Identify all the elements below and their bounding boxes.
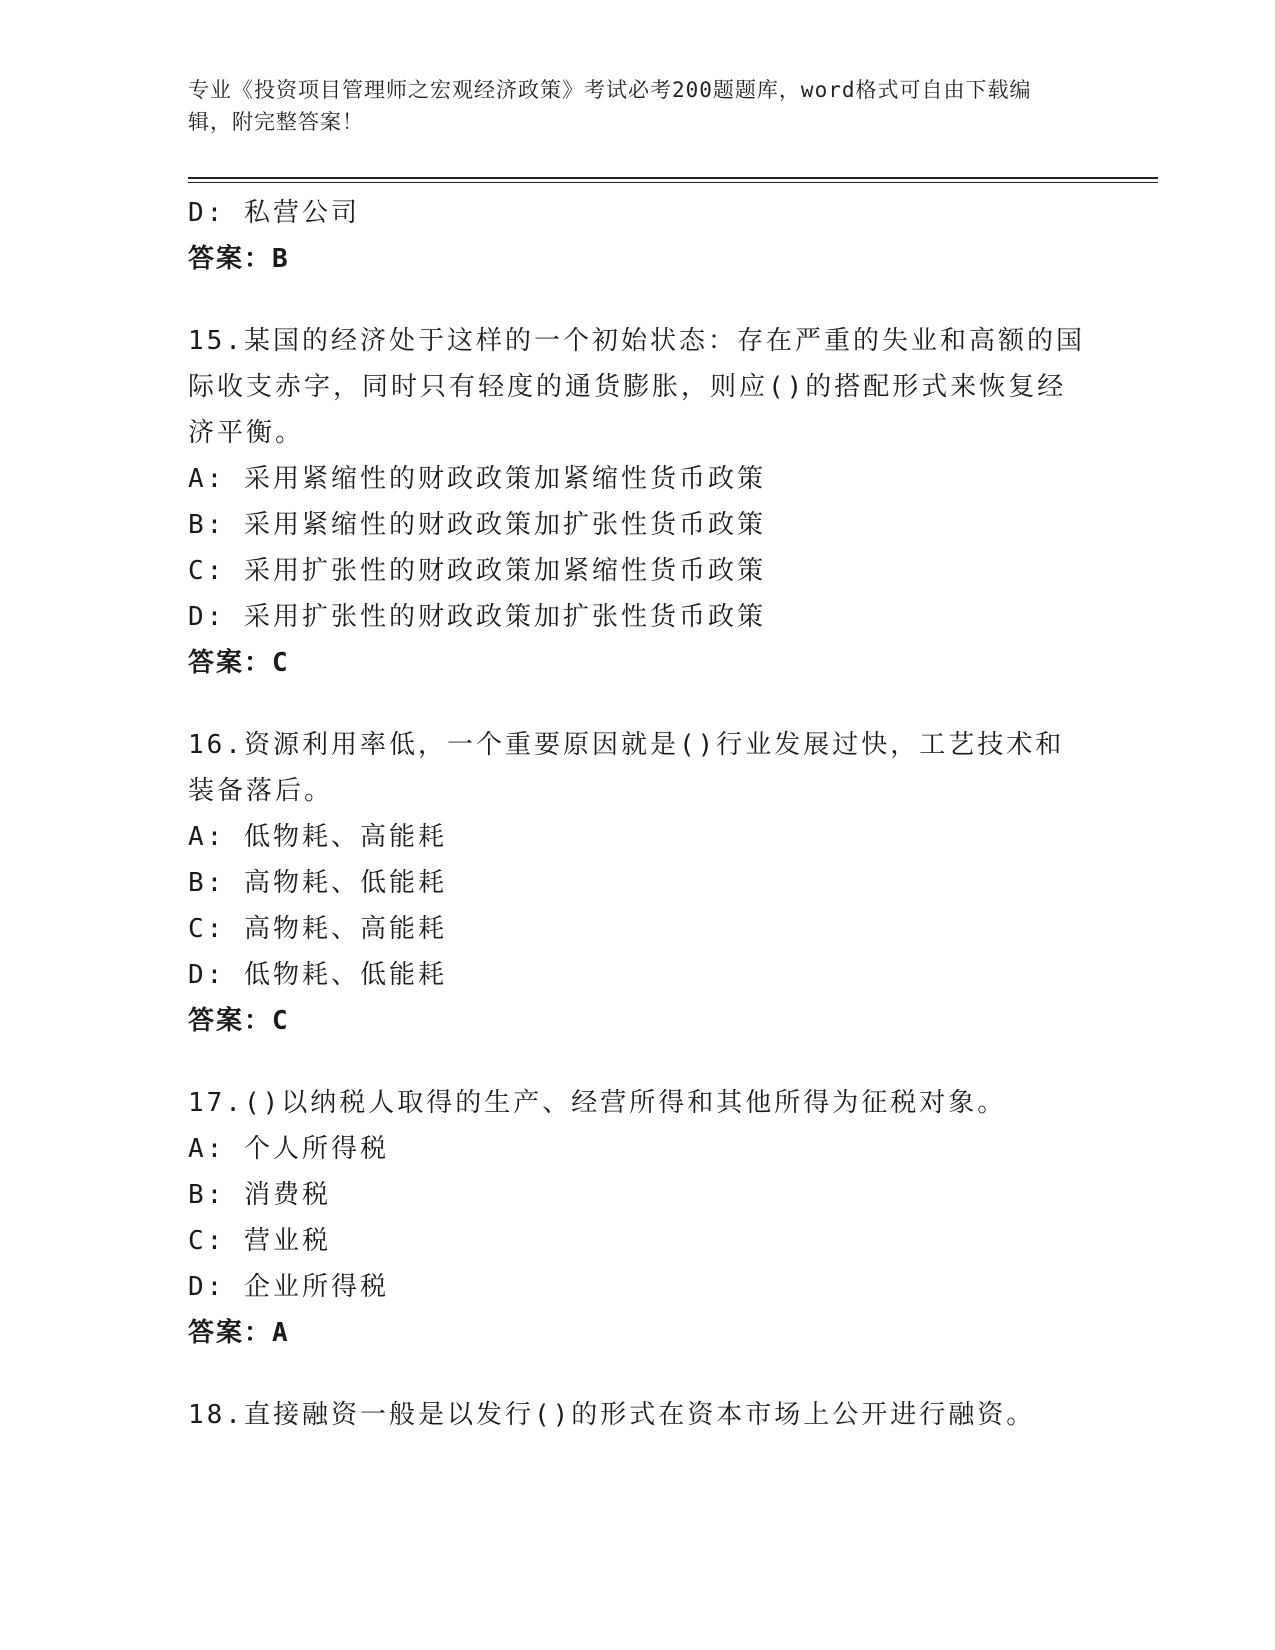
header-rule-thin [188, 182, 1158, 183]
question-content [188, 190, 1088, 1438]
answer: 答案：B [188, 244, 290, 274]
question-17 [188, 1080, 1088, 1356]
option-b: B: 消费税 [188, 1180, 331, 1210]
question-text: 17.()以纳税人取得的生产、经营所得和其他所得为征税对象。 [188, 1088, 1007, 1118]
option-c: C: 采用扩张性的财政政策加紧缩性货币政策 [188, 556, 766, 586]
question-15 [188, 318, 1088, 686]
question-18 [188, 1392, 1088, 1438]
option-d: D: 企业所得税 [188, 1272, 389, 1302]
option-d: D: 私营公司 [188, 198, 360, 228]
option-d: D: 采用扩张性的财政政策加扩张性货币政策 [188, 602, 766, 632]
option-b: B: 高物耗、低能耗 [188, 868, 447, 898]
option-d: D: 低物耗、低能耗 [188, 960, 447, 990]
question-text: 15.某国的经济处于这样的一个初始状态：存在严重的失业和高额的国际收支赤字，同时只有轻度的通货膨胀，则应()的搭配形式来恢复经济平衡。 [188, 326, 1085, 448]
question-text: 18.直接融资一般是以发行()的形式在资本市场上公开进行融资。 [188, 1400, 1036, 1430]
answer: 答案：C [188, 648, 290, 678]
option-a: A: 个人所得税 [188, 1134, 389, 1164]
question-16 [188, 722, 1088, 1044]
option-b: B: 采用紧缩性的财政政策加扩张性货币政策 [188, 510, 766, 540]
answer: 答案：A [188, 1318, 290, 1348]
option-a: A: 采用紧缩性的财政政策加紧缩性货币政策 [188, 464, 766, 494]
header-rule-thick [188, 177, 1158, 179]
option-a: A: 低物耗、高能耗 [188, 822, 447, 852]
option-c: C: 营业税 [188, 1226, 331, 1256]
answer: 答案：C [188, 1006, 290, 1036]
page-header: 专业《投资项目管理师之宏观经济政策》考试必考200题题库，word格式可自由下载编辑，附完整答案！ [188, 78, 1032, 134]
question-text: 16.资源利用率低，一个重要原因就是()行业发展过快，工艺技术和装备落后。 [188, 730, 1065, 806]
option-c: C: 高物耗、高能耗 [188, 914, 447, 944]
